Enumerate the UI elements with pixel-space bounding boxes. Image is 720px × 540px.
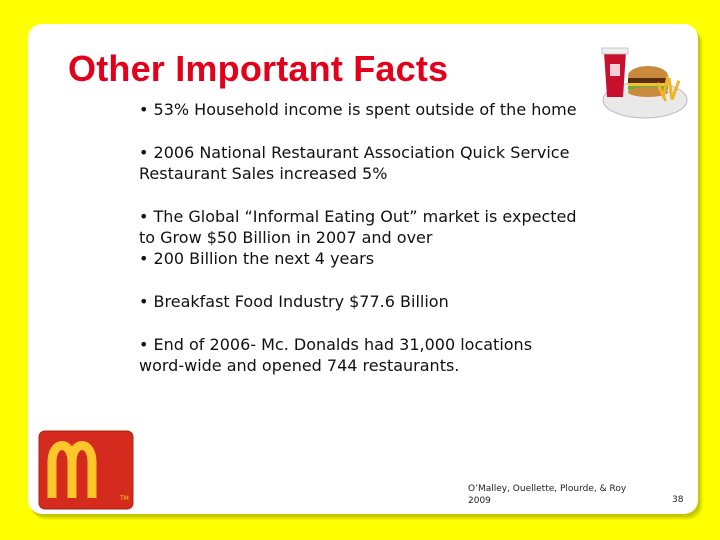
mcdonalds-golden-arches-icon (38, 430, 134, 510)
bullet-informal-eating-out: • The Global “Informal Eating Out” market is expected to Grow $50 Billion in 2007 and over • 200 Billion the next 4 years (139, 207, 577, 268)
trademark-mark: TM (120, 495, 129, 502)
bullet-household-income: • 53% Household income is spent outside of the home (139, 100, 577, 119)
bullet-mcdonalds-locations: • End of 2006- Mc. Donalds had 31,000 locations word-wide and opened 744 restaurants. (139, 335, 533, 375)
footer-citation (468, 483, 658, 507)
bullet-list (139, 99, 579, 398)
bullet-breakfast-industry: • Breakfast Food Industry $77.6 Billion (139, 292, 449, 311)
footer-year: 2009 (468, 496, 491, 506)
bullet-nra-sales: • 2006 National Restaurant Association Quick Service Restaurant Sales increased 5% (139, 143, 570, 183)
page-number: 38 (672, 495, 684, 505)
slide-title: Other Important Facts (68, 48, 449, 89)
fast-food-meal-icon (598, 42, 688, 122)
footer-authors: O’Malley, Ouellette, Plourde, & Roy (468, 484, 627, 494)
